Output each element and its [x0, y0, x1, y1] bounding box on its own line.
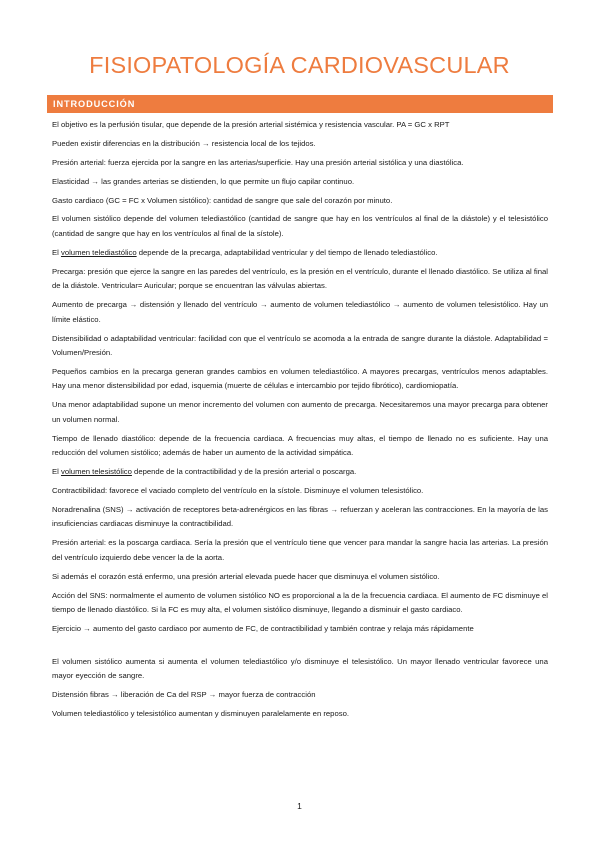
- body-paragraph: Presión arterial: fuerza ejercida por la sangre en las arterias/superficie. Hay una presión arterial sistólica y una diastólica.: [52, 157, 464, 167]
- body-paragraph: Noradrenalina (SNS) → activación de receptores beta-adrenérgicos en las fibras → refuerzan y aceleran las contracciones. En la mayoría de las insuficiencias cardiacas disminuye la contractibilidad.: [52, 504, 548, 529]
- body-paragraph: [52, 246, 548, 261]
- body-paragraph: El volumen sistólico depende del volumen telediastólico (cantidad de sangre que hay en los ventrículos al final de la diástole) y el telesistólico (cantidad de sangre que hay en los ventrículos al final de la sístole).: [52, 214, 548, 238]
- body-paragraph: Precarga: presión que ejerce la sangre en las paredes del ventrículo, es la presión en el ventrículo, durante el llenado diastólico. Se utiliza al final de la diástole. Ventricular= Auricular; porque se encuentran las válvulas abiertas.: [52, 266, 548, 291]
- body-paragraph: Volumen telediastólico y telesistólico aumentan y disminuyen paralelamente en reposo.: [52, 709, 349, 719]
- body-paragraph: El objetivo es la perfusión tisular, que depende de la presión arterial sistémica y resistencia vascular. PA = GC x RPT: [52, 120, 450, 129]
- body-paragraph: Presión arterial: es la poscarga cardiaca. Sería la presión que el ventrículo tiene que vencer para mandar la sangre hacia las arterias. La presión del ventrículo izquierdo debe vencer la de la aorta.: [52, 538, 548, 562]
- section-heading: INTRODUCCIÓN: [53, 99, 136, 109]
- body-paragraph: Una menor adaptabilidad supone un menor incremento del volumen con aumento de precarga. Necesitaremos una mayor precarga para obtener un volumen normal.: [52, 400, 548, 424]
- body-paragraph: Contractibilidad: favorece el vaciado completo del ventrículo en la sístole. Disminuye el volumen telesistólico.: [52, 485, 424, 495]
- body-paragraph: Aumento de precarga → distensión y llenado del ventrículo → aumento de volumen telediastólico → aumento de volumen telesistólico. Hay un límite elástico.: [52, 300, 548, 324]
- paragraph-spacer: [52, 641, 548, 655]
- body-paragraph: Gasto cardiaco (GC = FC x Volumen sistólico): cantidad de sangre que sale del corazón por minuto.: [52, 195, 393, 205]
- underlined-term: volumen telesistólico: [60, 467, 132, 477]
- body-paragraph: Pueden existir diferencias en la distribución → resistencia local de los tejidos.: [52, 138, 316, 148]
- paragraph-text: El: [52, 467, 61, 477]
- body-paragraph: [52, 465, 548, 480]
- body-paragraph: Si además el corazón está enfermo, una presión arterial elevada puede hacer que disminuya el volumen sistólico.: [52, 571, 440, 581]
- body-paragraph: Distensibilidad o adaptabilidad ventricular: facilidad con que el ventrículo se acomoda a la entrada de sangre durante la diástole. Adaptabilidad = Volumen/Presión.: [52, 333, 548, 358]
- body-paragraph: Tiempo de llenado diastólico: depende de la frecuencia cardiaca. A frecuencias muy altas, el tiempo de llenado no es suficiente. Hay una reducción del volumen sistólico; además de haber un aumento de la actividad simpática.: [52, 433, 548, 458]
- body-paragraph: Acción del SNS: normalmente el aumento de volumen sistólico NO es proporcional a la de la frecuencia cardiaca. El aumento de FC disminuye el tiempo de llenado diastólico. Si la FC es muy alta, el volumen sistólico disminuye, llegando a disminuir el gasto cardiaco.: [52, 590, 548, 615]
- body-paragraph: Elasticidad → las grandes arterias se distienden, lo que permite un flujo capilar continuo.: [52, 176, 355, 186]
- body-paragraph: Distensión fibras → liberación de Ca del RSP → mayor fuerza de contracción: [52, 690, 316, 700]
- paragraph-text: depende de la contractibilidad y de la presión arterial o poscarga.: [131, 467, 357, 477]
- underlined-term: volumen telediastólico: [60, 247, 137, 257]
- body-paragraph: Pequeños cambios en la precarga generan grandes cambios en volumen telediastólico. A mayores precargas, ventrículos menos adaptables. Hay una menor distensibilidad por edad, isquemia (muerte de células e intercambio por tejido fibrótico), cardiomiopatía.: [52, 366, 548, 391]
- body-paragraph: El volumen sistólico aumenta si aumenta el volumen telediastólico y/o disminuye el telesistólico. Un mayor llenado ventricular favorece una mayor eyección de sangre.: [52, 656, 548, 681]
- body-paragraph: Ejercicio → aumento del gasto cardiaco por aumento de FC, de contractibilidad y también contrae y relaja más rápidamente: [52, 623, 474, 633]
- paragraph-text: El: [52, 247, 61, 257]
- paragraph-text: depende de la precarga, adaptabilidad ventricular y del tiempo de llenado telediastólico.: [136, 247, 438, 257]
- page-title: FISIOPATOLOGÍA CARDIOVASCULAR: [89, 52, 510, 78]
- section-heading-bar: [47, 95, 553, 113]
- page-number: 1: [297, 801, 302, 811]
- document-body: [52, 118, 548, 726]
